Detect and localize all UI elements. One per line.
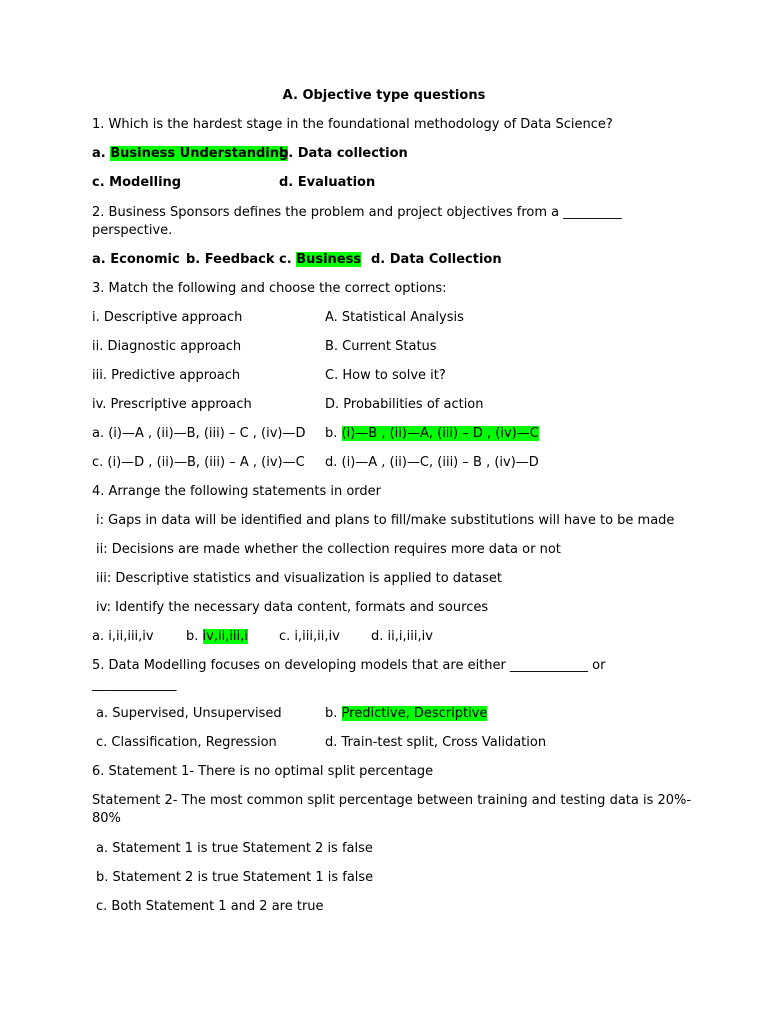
- q4-option-c: c. i,iii,ii,iv: [279, 629, 340, 644]
- q6-option-c: c. Both Statement 1 and 2 are true: [96, 899, 324, 914]
- q4-option-b-answer-highlight: iv,ii,iii,i: [202, 629, 248, 644]
- q3-left-item: i. Descriptive approach: [92, 310, 243, 325]
- q3-right-item: D. Probabilities of action: [325, 397, 484, 412]
- q3-question: 3. Match the following and choose the correct options:: [92, 281, 447, 296]
- q1-question: 1. Which is the hardest stage in the foundational methodology of Data Science?: [92, 117, 613, 132]
- q4-statement: i: Gaps in data will be identified and plans to fill/make substitutions will have to be made: [96, 513, 675, 528]
- q4-statement: iii: Descriptive statistics and visualization is applied to dataset: [96, 571, 502, 586]
- q3-right-item: B. Current Status: [325, 339, 437, 354]
- q3-option-c: c. (i)—D , (ii)—B, (iii) – A , (iv)—C: [92, 455, 305, 470]
- q3-left-item: iv. Prescriptive approach: [92, 397, 252, 412]
- q4-statement: iv: Identify the necessary data content, formats and sources: [96, 600, 489, 615]
- q5-question-line1: 5. Data Modelling focuses on developing models that are either ____________ or: [92, 658, 606, 673]
- q6-option-a: a. Statement 1 is true Statement 2 is false: [96, 841, 373, 856]
- q3-left-item: ii. Diagnostic approach: [92, 339, 242, 354]
- q3-left-item: iii. Predictive approach: [92, 368, 241, 383]
- q1-option-a-prefix: a.: [92, 146, 111, 161]
- q2-question-line1: 2. Business Sponsors defines the problem and project objectives from a _________: [92, 205, 622, 220]
- q6-statement-2-line2: 80%: [92, 811, 121, 826]
- q3-option-b: [325, 425, 539, 443]
- q4-option-d: d. ii,i,iii,iv: [371, 629, 433, 644]
- q3-option-b-answer-highlight: (i)—B , (ii)—A, (iii) – D , (iv)—C: [341, 426, 539, 441]
- q2-option-b: b. Feedback: [186, 252, 275, 267]
- q3-option-b-prefix: b.: [325, 426, 342, 441]
- section-title: A. Objective type questions: [282, 88, 486, 103]
- q4-question: 4. Arrange the following statements in order: [92, 484, 382, 499]
- q5-option-b-prefix: b.: [325, 706, 342, 721]
- q2-option-d: d. Data Collection: [371, 252, 502, 267]
- q4-statement: ii: Decisions are made whether the collection requires more data or not: [96, 542, 561, 557]
- q5-option-b-answer-highlight: Predictive, Descriptive: [341, 706, 488, 721]
- q4-option-b-prefix: b.: [186, 629, 203, 644]
- q1-option-c: c. Modelling: [92, 175, 182, 190]
- q5-option-c: c. Classification, Regression: [96, 735, 277, 750]
- q5-option-b: [325, 705, 487, 723]
- q6-option-b: b. Statement 2 is true Statement 1 is false: [96, 870, 374, 885]
- q1-option-a-answer-highlight: Business Understanding: [110, 146, 289, 161]
- q5-option-a: a. Supervised, Unsupervised: [96, 706, 282, 721]
- q3-option-d: d. (i)—A , (ii)—C, (iii) – B , (iv)—D: [325, 455, 539, 470]
- q4-option-b: [186, 628, 248, 646]
- q6-statement-2-line1: Statement 2- The most common split percentage between training and testing data is 20%-: [92, 793, 692, 808]
- q2-option-c-answer-highlight: Business: [296, 252, 362, 267]
- q1-option-b: b. Data collection: [279, 146, 408, 161]
- q5-option-d: d. Train-test split, Cross Validation: [325, 735, 547, 750]
- q5-question-line2: _____________: [92, 677, 177, 692]
- q3-option-a: a. (i)—A , (ii)—B, (iii) – C , (iv)—D: [92, 426, 306, 441]
- q6-statement-1: 6. Statement 1- There is no optimal split percentage: [92, 764, 434, 779]
- q3-right-item: A. Statistical Analysis: [325, 310, 464, 325]
- q1-option-a: [92, 145, 288, 163]
- q2-option-c: [279, 251, 361, 269]
- q4-option-a: a. i,ii,iii,iv: [92, 629, 154, 644]
- q3-right-item: C. How to solve it?: [325, 368, 446, 383]
- q2-option-c-prefix: c.: [279, 252, 297, 267]
- q2-option-a: a. Economic: [92, 252, 180, 267]
- q1-option-d: d. Evaluation: [279, 175, 376, 190]
- q2-question-line2: perspective.: [92, 223, 173, 238]
